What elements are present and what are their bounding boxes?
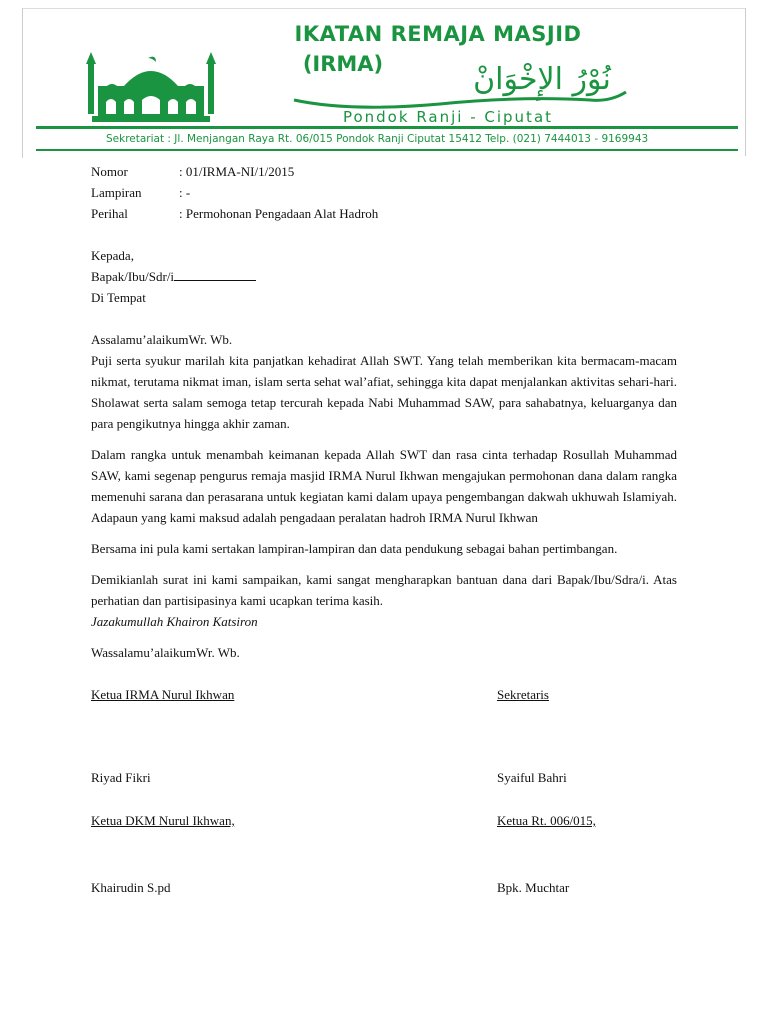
letter-body	[91, 161, 677, 898]
signature-title-ketua-dkm: Ketua DKM Nurul Ikhwan,	[91, 813, 235, 828]
letterhead-rule-bottom	[36, 149, 738, 151]
meta-value: : -	[179, 185, 191, 200]
meta-label: Nomor	[91, 164, 128, 179]
signature-title-ketua-rt: Ketua Rt. 006/015,	[497, 813, 596, 828]
signature-name-ketua-rt: Bpk. Muchtar	[497, 880, 570, 895]
greeting: Assalamu’alaikumWr. Wb.	[91, 332, 233, 347]
org-title: IKATAN REMAJA MASJID	[294, 22, 582, 46]
meta-row-lampiran	[91, 182, 677, 203]
signature-titles-row-2	[91, 810, 677, 831]
recipient-title: Bapak/Ibu/Sdr/i	[91, 269, 175, 284]
signature-name-ketua-dkm: Khairudin S.pd	[91, 880, 171, 895]
meta-row-perihal	[91, 203, 677, 224]
meta-label: Lampiran	[91, 185, 142, 200]
recipient-blank	[174, 266, 256, 281]
meta-label: Perihal	[91, 206, 128, 221]
mosque-logo-icon	[86, 52, 216, 128]
signature-name-ketua-irma: Riyad Fikri	[91, 770, 151, 785]
signature-name-sekretaris: Syaiful Bahri	[497, 770, 567, 785]
paragraph-4: Demikianlah surat ini kami sampaikan, kami sangat mengharapkan bantuan dana dari Bapak/Ibu/Sdra/i. Atas perhatian dan partisipasinya kami ucapkan terima kasih.	[91, 572, 677, 608]
letterhead-rule-top	[36, 126, 738, 129]
paragraph-3: Bersama ini pula kami sertakan lampiran-lampiran dan data pendukung sebagai bahan pertimbangan.	[91, 541, 618, 556]
blessing-line: Jazakumullah Khairon Katsiron	[91, 614, 258, 629]
recipient-name-line	[91, 266, 677, 287]
org-location: Pondok Ranji - Ciputat	[342, 108, 554, 126]
org-address: Sekretariat : Jl. Menjangan Raya Rt. 06/015 Pondok Ranji Ciputat 15412 Telp. (021) 7444013 - 9169943	[106, 133, 649, 145]
recipient-place: Di Tempat	[91, 290, 146, 305]
signature-titles-row-1	[91, 684, 677, 705]
meta-value: : Permohonan Pengadaan Alat Hadroh	[179, 206, 379, 221]
signature-title-sekretaris: Sekretaris	[497, 687, 549, 702]
paragraph-1: Puji serta syukur marilah kita panjatkan kehadirat Allah SWT. Yang telah memberikan kita bermacam-macam nikmat, terutama nikmat iman, islam serta sehat wal’afiat, sehingga kita dapat menjalankan aktivitas sehari-hari. Sholawat serta salam semoga tetap tercurah kepada Nabi Muhammad SAW, para sahabatnya, keluarganya dan para pengikutnya hingga akhir zaman.	[91, 353, 677, 431]
closing: Wassalamu’alaikumWr. Wb.	[91, 645, 240, 660]
signature-names-row-1	[91, 767, 677, 788]
letterhead	[22, 8, 746, 158]
letterhead-right-border	[745, 8, 746, 156]
letterhead-left-border	[22, 8, 23, 158]
signature-title-ketua-irma: Ketua IRMA Nurul Ikhwan	[91, 687, 235, 702]
letterhead-top-border	[22, 8, 746, 9]
recipient-line: Kepada,	[91, 248, 134, 263]
meta-row-nomor	[91, 161, 677, 182]
paragraph-2: Dalam rangka untuk menambah keimanan kepada Allah SWT dan rasa cinta terhadap Rosullah Muhammad SAW, kami segenap pengurus remaja masjid IRMA Nurul Ikhwan mengajukan permohonan dana dalam rangka memenuhi sarana dan perasarana untuk kegiatan kami dalam upaya pengembangan dakwah ukhuwah Islamiyah. Adapaun yang kami maksud adalah pengadaan peralatan hadroh IRMA Nurul Ikhwan	[91, 447, 677, 525]
meta-value: : 01/IRMA-NI/1/2015	[179, 164, 295, 179]
signature-names-row-2	[91, 877, 677, 898]
org-arabic-name: نُوْرُ الإِخْوَانْ	[473, 62, 611, 97]
org-abbrev: (IRMA)	[302, 52, 384, 76]
